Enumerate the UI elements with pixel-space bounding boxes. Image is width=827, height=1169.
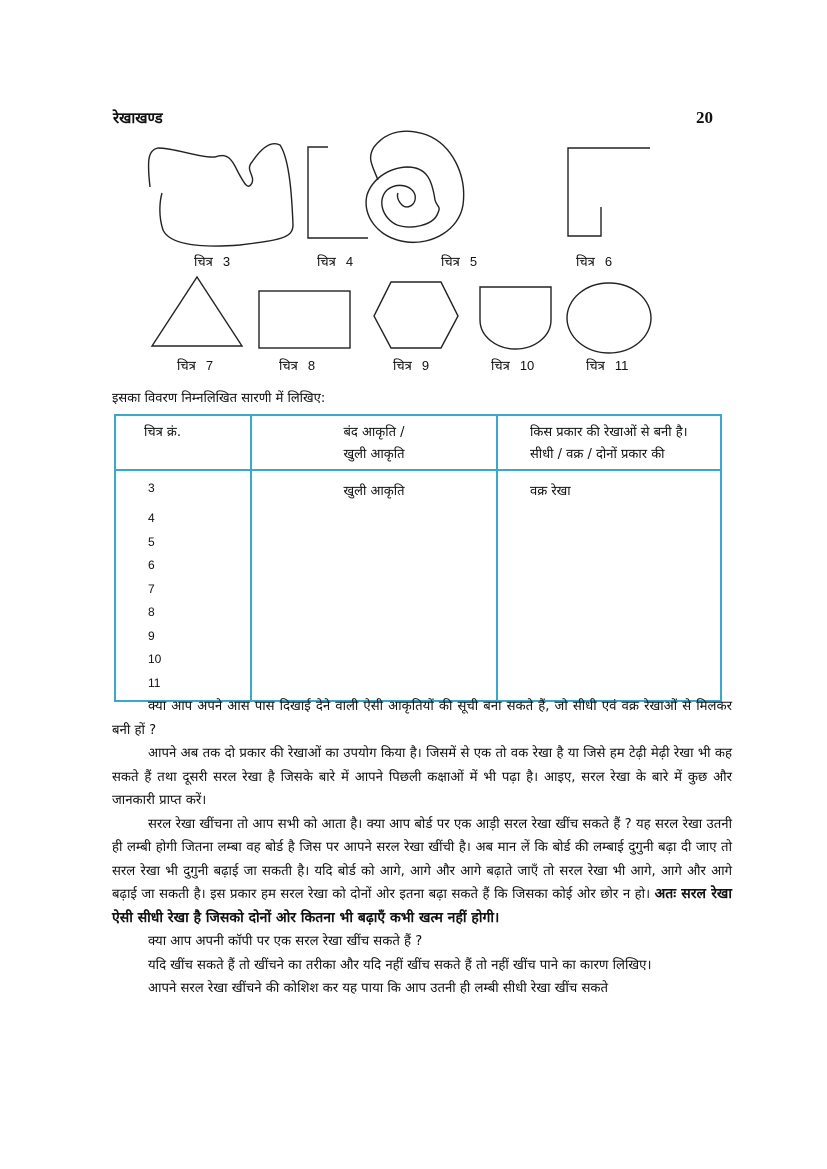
row-3-type: खुली आकृति [343, 484, 405, 499]
table-header-row [115, 415, 721, 470]
figure-6-hook [568, 148, 650, 236]
figure-number-column [115, 470, 251, 701]
paragraph-1: क्या आप अपने आस पास दिखाई देने वाली ऐसी आकृतियों की सूची बना सकते हैं, जो सीधी एवं वक्र रेखाओं से मिलकर बनी हों ? [112, 699, 732, 738]
definition-bold: अतः सरल रेखा ऐसी सीधी रेखा है जिसको दोनों ओर कितना भी बढ़ाएँ कभी खत्म नहीं होगी। [112, 886, 732, 926]
page-number: 20 [696, 108, 713, 127]
figure-10-semicircle-square [480, 287, 551, 349]
figure-label-5: चित्र 5 [441, 254, 478, 270]
paragraph-2: आपने अब तक दो प्रकार की रेखाओं का उपयोग किया है। जिसमें से एक तो वक रेखा है या जिसे हम टेढ़ी मेढ़ी रेखा भी कह सकते हैं तथा दूसरी सरल रेखा है जिसके बारे में आपने पिछली कक्षाओं में भी पढ़ा है। आइए, सरल रेखा के बारे में कुछ और जानकारी प्राप्त करें। [112, 746, 732, 808]
paragraph-4: क्या आप अपनी कॉपी पर एक सरल रेखा खींच सकते हैं ? [148, 934, 423, 949]
header-figure-number: चित्र क्रं. [115, 415, 251, 470]
row-number: 11 [148, 675, 161, 690]
line-type-column[interactable] [497, 470, 721, 701]
row-3-lines: वक्र रेखा [530, 484, 571, 499]
row-number: 6 [148, 558, 155, 572]
row-number: 3 [148, 481, 155, 495]
figure-label-7: चित्र 7 [177, 358, 214, 374]
paragraph-6: आपने सरल रेखा खींचने की कोशिश कर यह पाया कि आप उतनी ही लम्बी सीधी रेखा खींच सकते [148, 981, 609, 996]
figure-label-10: चित्र 10 [491, 358, 535, 374]
header-line-type: किस प्रकार की रेखाओं से बनी है। सीधी / वक्र / दोनों प्रकार की [497, 415, 721, 470]
figures-illustration [0, 0, 827, 380]
table-body-row [115, 470, 721, 701]
figure-4-bracket [308, 147, 368, 238]
row-number: 8 [148, 605, 155, 619]
figure-9-hexagon [374, 282, 458, 348]
chapter-title: रेखाखण्ड [113, 109, 163, 127]
header-open-closed: बंद आकृति / खुली आकृति [251, 415, 497, 470]
figure-5-spiral [366, 131, 464, 242]
figure-label-9: चित्र 9 [393, 358, 430, 374]
figure-8-rectangle [259, 291, 350, 348]
open-closed-column[interactable] [251, 470, 497, 701]
figure-label-11: चित्र 11 [586, 358, 629, 374]
row-number: 5 [148, 534, 155, 549]
figure-label-3: चित्र 3 [194, 254, 231, 270]
row-number: 10 [148, 652, 162, 666]
body-text [112, 695, 732, 1001]
figure-3-open-curve [149, 144, 293, 246]
table-instruction: इसका विवरण निम्नलिखित सारणी में लिखिए: [112, 391, 326, 406]
figure-11-ellipse [567, 283, 651, 353]
row-number: 4 [148, 511, 155, 525]
row-number: 9 [148, 628, 155, 643]
figure-label-8: चित्र 8 [279, 358, 316, 374]
figure-label-6: चित्र 6 [576, 254, 613, 270]
figure-description-table [114, 414, 722, 702]
paragraph-3: सरल रेखा खींचना तो आप सभी को आता है। क्या आप बोर्ड पर एक आड़ी सरल रेखा खींच सकते हैं ? यह सरल रेखा उतनी ही लम्बी होगी जितना लम्बा वह बोर्ड है जिस पर आपने सरल रेखा खींची है। अब मान लें कि बोर्ड की लम्बाई दुगुनी बढ़ा दी जाए तो सरल रेखा भी दुगुनी बढ़ाई जा सकती है। यदि बोर्ड को आगे, आगे और आगे बढ़ाते जाएँ तो सरल रेखा भी आगे, आगे और आगे बढ़ाई जा सकती है। इस प्रकार हम सरल रेखा को दोनों ओर इतना बढ़ा सकते हैं कि जिसका कोई ओर छोर न हो। अतः सरल रेखा ऐसी सीधी रेखा है जिसको दोनों ओर कितना भी बढ़ाएँ कभी खत्म नहीं होगी। [112, 816, 732, 926]
figure-7-triangle [152, 277, 242, 346]
paragraph-5: यदि खींच सकते हैं तो खींचने का तरीका और यदि नहीं खींच सकते हैं तो नहीं खींच पाने का कारण लिखिए। [148, 957, 652, 973]
figure-label-4: चित्र 4 [317, 254, 354, 270]
row-number: 7 [148, 581, 155, 596]
